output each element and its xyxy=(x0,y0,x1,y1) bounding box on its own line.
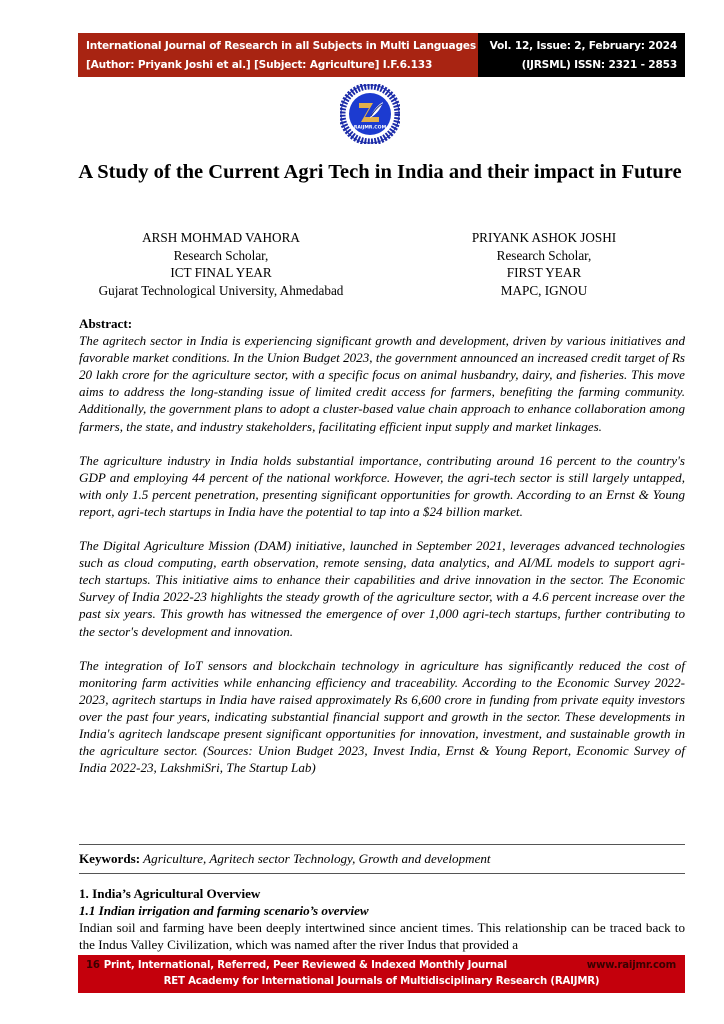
page-number: 16 xyxy=(86,960,100,971)
footer-tagline: Print, International, Referred, Peer Reviewed & Indexed Monthly Journal xyxy=(103,960,507,971)
author-role: Research Scholar, xyxy=(496,247,592,263)
journal-name: International Journal of Research in all Subjects in Multi Languages xyxy=(86,40,476,52)
volume-issue: Vol. 12, Issue: 2, February: 2024 xyxy=(489,40,677,52)
abstract-section xyxy=(79,315,685,793)
abstract-heading: Abstract: xyxy=(79,316,133,331)
author-block-2 xyxy=(418,229,670,299)
subsection-heading: 1.1 Indian irrigation and farming scenario’s overview xyxy=(79,903,369,918)
author-year: FIRST YEAR xyxy=(506,265,582,280)
section-heading: 1. India’s Agricultural Overview xyxy=(79,886,261,901)
author-name: PRIYANK ASHOK JOSHI xyxy=(471,230,617,245)
divider-top xyxy=(79,844,685,845)
section-paragraph: Indian soil and farming have been deeply intertwined since ancient times. This relationship can be traced back to the Indus Valley Civilization, which was named after the river Indus that provided a xyxy=(79,920,685,952)
author-affiliation: Gujarat Technological University, Ahmedabad xyxy=(98,282,344,298)
author-affiliation: MAPC, IGNOU xyxy=(500,282,588,298)
journal-header xyxy=(78,33,685,77)
footer-line-1 xyxy=(86,958,676,973)
section-1 xyxy=(79,885,685,953)
paper-title: A Study of the Current Agri Tech in India and their impact in Future xyxy=(78,161,682,183)
footer-publisher: RET Academy for International Journals of Multidisciplinary Research (RAIJMR) xyxy=(163,976,600,987)
abstract-paragraph: The integration of IoT sensors and blockchain technology in agriculture has significantly reduced the cost of monitoring farm activities while enhancing efficiency and traceability. According to the Economic Survey 2022-2023, agritech startups in India have raised approximately Rs 6,600 crore in funding from private equity investors over the past four years, indicating substantial financial support and growth in the sector. These developments in India's agritech landscape present significant opportunities for innovation, investment, and sustainable growth in the agriculture sector. (Sources: Union Budget 2023, Invest India, Ernst & Young Report, Economic Survey of India 2022-23, LakshmiSri, The Startup Lab) xyxy=(79,657,685,776)
abstract-paragraph: The agritech sector in India is experiencing significant growth and development, driven by various initiatives and favorable market conditions. In the Union Budget 2023, the government announced an increased credit target of Rs 20 lakh crore for the agriculture sector, with a specific focus on animal husbandry, dairy, and fisheries. This move aims to address the long-standing issue of limited credit access for farmers, benefiting the farming community. Additionally, the government plans to adopt a cluster-based value chain approach to enhance collaboration among farmers, the state, and industry stakeholders, facilitating efficient input supply and market linkages. xyxy=(79,333,685,434)
journal-footer xyxy=(78,955,685,993)
header-left-panel xyxy=(78,33,478,77)
svg-text:RAIJMR.COM: RAIJMR.COM xyxy=(353,125,387,131)
author-name: ARSH MOHMAD VAHORA xyxy=(142,230,300,245)
keywords-line xyxy=(79,850,685,867)
header-right-panel xyxy=(478,33,685,77)
author-year: ICT FINAL YEAR xyxy=(170,265,272,280)
journal-url-link[interactable]: www.raijmr.com xyxy=(586,960,676,971)
issn: (IJRSML) ISSN: 2321 - 2853 xyxy=(521,59,677,71)
keywords-value: Agriculture, Agritech sector Technology, Growth and development xyxy=(140,851,491,866)
author-role: Research Scholar, xyxy=(173,247,269,263)
divider-bottom xyxy=(79,873,685,874)
author-block-1 xyxy=(76,229,366,299)
abstract-paragraph: The agriculture industry in India holds substantial importance, contributing around 16 percent to the country's GDP and employing 44 percent of the national workforce. However, the agri-tech sector is still largely untapped, with only 1.5 percent penetration, presenting significant opportunities for growth. According to an Ernst & Young report, agri-tech startups in India have the potential to tap into a $24 billion market. xyxy=(79,452,685,519)
author-subject-line: [Author: Priyank Joshi et al.] [Subject: Agriculture] I.F.6.133 xyxy=(86,59,433,71)
keywords-label: Keywords: xyxy=(79,851,141,866)
raijmr-logo-icon xyxy=(340,84,400,144)
abstract-paragraph: The Digital Agriculture Mission (DAM) initiative, launched in September 2021, leverages advanced technologies such as cloud computing, earth observation, remote sensing, data analytics, and AI/ML models to support agri-tech startups. This initiative aims to enhance their capabilities and drive innovation in the sector. The Economic Survey of India 2022-23 highlights the steady growth of the agriculture sector, with a 4.6 percent increase over the past six years. This growth has witnessed the emergence of over 1,000 agri-tech startups, further contributing to the sector's development and innovation. xyxy=(79,538,685,639)
